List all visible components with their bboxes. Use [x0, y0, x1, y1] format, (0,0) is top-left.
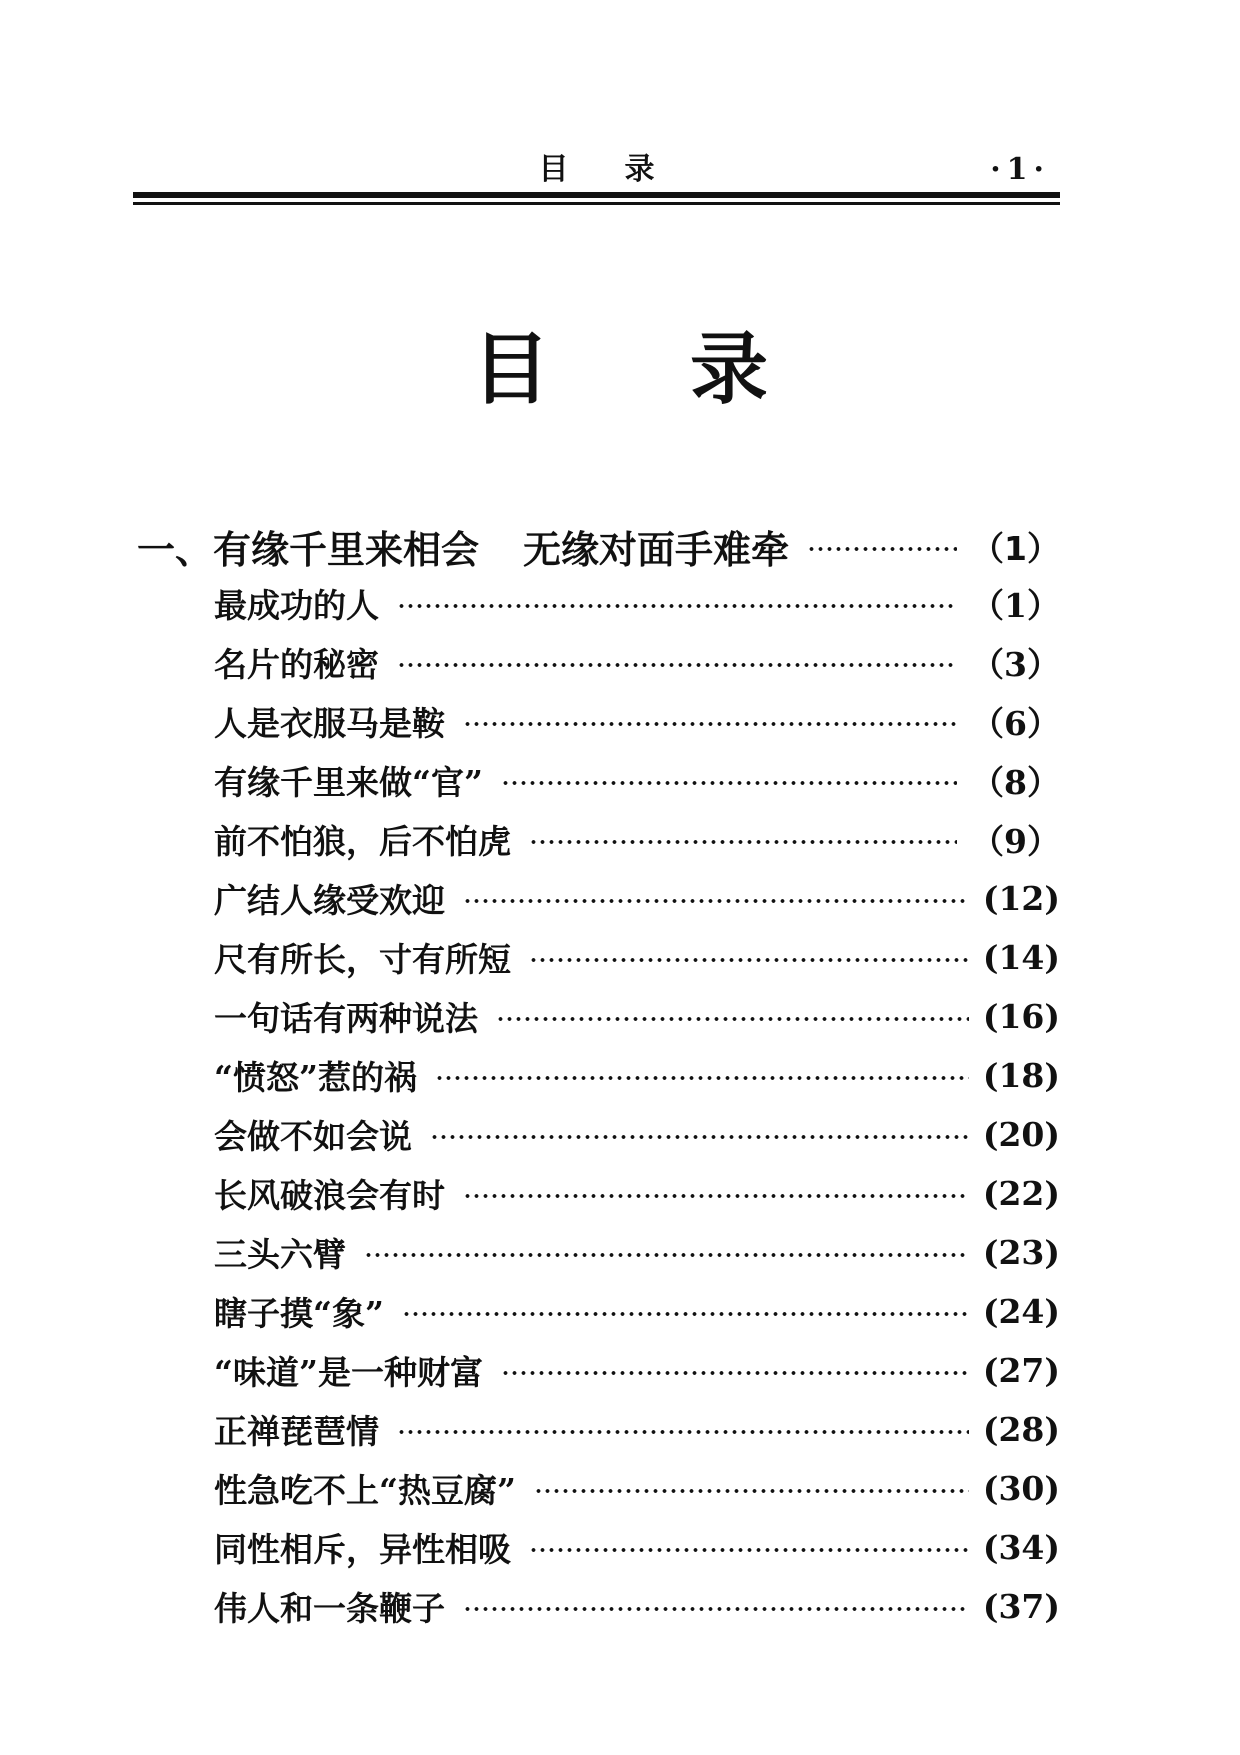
toc-entry-page: (37) — [982, 1586, 1060, 1626]
chapter-title — [137, 519, 789, 574]
toc-entry[interactable] — [214, 1578, 1060, 1634]
toc-entry-title: 会做不如会说 — [214, 1116, 412, 1156]
leader-dots — [397, 663, 957, 667]
chapter-title-part1: 一、有缘千里来相会 — [137, 527, 480, 572]
leader-dots — [402, 1312, 969, 1316]
toc-entry[interactable] — [214, 1224, 1060, 1280]
toc-entry[interactable] — [214, 1519, 1060, 1575]
leader-dots — [463, 1194, 969, 1198]
toc-entry-page: (23) — [982, 1232, 1060, 1272]
leader-dots — [463, 722, 957, 726]
toc-entry[interactable] — [214, 811, 1060, 867]
toc-entry-title: 正禅琵琶情 — [214, 1411, 379, 1451]
toc-entry[interactable] — [214, 693, 1060, 749]
toc-entry-title: “味道”是一种财富 — [214, 1352, 483, 1392]
leader-dots — [529, 840, 957, 844]
toc-entry-title: 性急吃不上“热豆腐” — [214, 1470, 516, 1510]
chapter-title-part2: 无缘对面手难牵 — [523, 527, 790, 572]
leader-dots — [501, 781, 957, 785]
running-header — [133, 150, 1060, 190]
leader-dots — [501, 1371, 969, 1375]
toc-entry-page: (28) — [982, 1409, 1060, 1449]
toc-entry-page: （8） — [971, 762, 1060, 802]
header-rule-thick — [133, 192, 1060, 198]
toc-entry[interactable] — [214, 752, 1060, 808]
toc-entry-page: (18) — [982, 1055, 1060, 1095]
toc-entry-title: 一句话有两种说法 — [214, 998, 478, 1038]
leader-dots — [397, 604, 957, 608]
leader-dots — [397, 1430, 969, 1434]
toc-entry-title: 前不怕狼，后不怕虎 — [214, 821, 511, 861]
toc-entry-page: （9） — [971, 821, 1060, 861]
toc-entry-page: (24) — [982, 1291, 1060, 1331]
toc-entry-page: （6） — [971, 703, 1060, 743]
toc-entry[interactable] — [214, 1342, 1060, 1398]
toc-entry-title: 伟人和一条鞭子 — [214, 1588, 445, 1628]
toc-entry-title: 瞎子摸“象” — [214, 1293, 384, 1333]
toc-entry-title: 尺有所长，寸有所短 — [214, 939, 511, 979]
toc-entry[interactable] — [214, 929, 1060, 985]
toc-entry-page: （1） — [971, 585, 1060, 625]
toc-entry-title: 人是衣服马是鞍 — [214, 703, 445, 743]
toc-entry-title: “愤怒”惹的祸 — [214, 1057, 417, 1097]
toc-entry-title: 最成功的人 — [214, 585, 379, 625]
header-rule-thin — [133, 202, 1060, 205]
toc-entry[interactable] — [214, 988, 1060, 1044]
toc-entry[interactable] — [214, 1165, 1060, 1221]
toc-entry[interactable] — [214, 1283, 1060, 1339]
toc-entry[interactable] — [214, 870, 1060, 926]
leader-dots — [435, 1076, 969, 1080]
toc-entry[interactable] — [214, 1106, 1060, 1162]
toc-entry-page: (20) — [982, 1114, 1060, 1154]
leader-dots — [430, 1135, 969, 1139]
leader-dots — [364, 1253, 969, 1257]
leader-dots — [807, 547, 957, 551]
page-title: 目录 — [471, 324, 908, 415]
toc-entry-page: (30) — [982, 1468, 1060, 1508]
leader-dots — [496, 1017, 969, 1021]
toc-entry-title: 广结人缘受欢迎 — [214, 880, 445, 920]
toc-entry-page: (27) — [982, 1350, 1060, 1390]
toc-entry-title: 名片的秘密 — [214, 644, 379, 684]
leader-dots — [463, 1607, 969, 1611]
leader-dots — [529, 958, 969, 962]
chapter-page-number: （1） — [971, 528, 1060, 568]
toc-entry-title: 有缘千里来做“官” — [214, 762, 483, 802]
page-number: ·1· — [990, 152, 1050, 187]
toc-entry-page: (22) — [982, 1173, 1060, 1213]
leader-dots — [529, 1548, 969, 1552]
leader-dots — [534, 1489, 969, 1493]
toc-entry-page: (16) — [982, 996, 1060, 1036]
toc-entry-title: 同性相斥，异性相吸 — [214, 1529, 511, 1569]
toc-entry[interactable] — [214, 1460, 1060, 1516]
toc-entry-page: (34) — [982, 1527, 1060, 1567]
toc-entry[interactable] — [214, 634, 1060, 690]
toc-entry-page: （3） — [971, 644, 1060, 684]
toc-entry-page: (14) — [982, 937, 1060, 977]
leader-dots — [463, 899, 969, 903]
toc-chapter-entry[interactable] — [137, 515, 1060, 577]
toc-entry-page: (12) — [982, 878, 1060, 918]
toc-entry[interactable] — [214, 1401, 1060, 1457]
running-title: 目录 — [538, 152, 711, 187]
toc-entry-title: 三头六臂 — [214, 1234, 346, 1274]
toc-entry[interactable] — [214, 575, 1060, 631]
toc-entry[interactable] — [214, 1047, 1060, 1103]
toc-entry-title: 长风破浪会有时 — [214, 1175, 445, 1215]
